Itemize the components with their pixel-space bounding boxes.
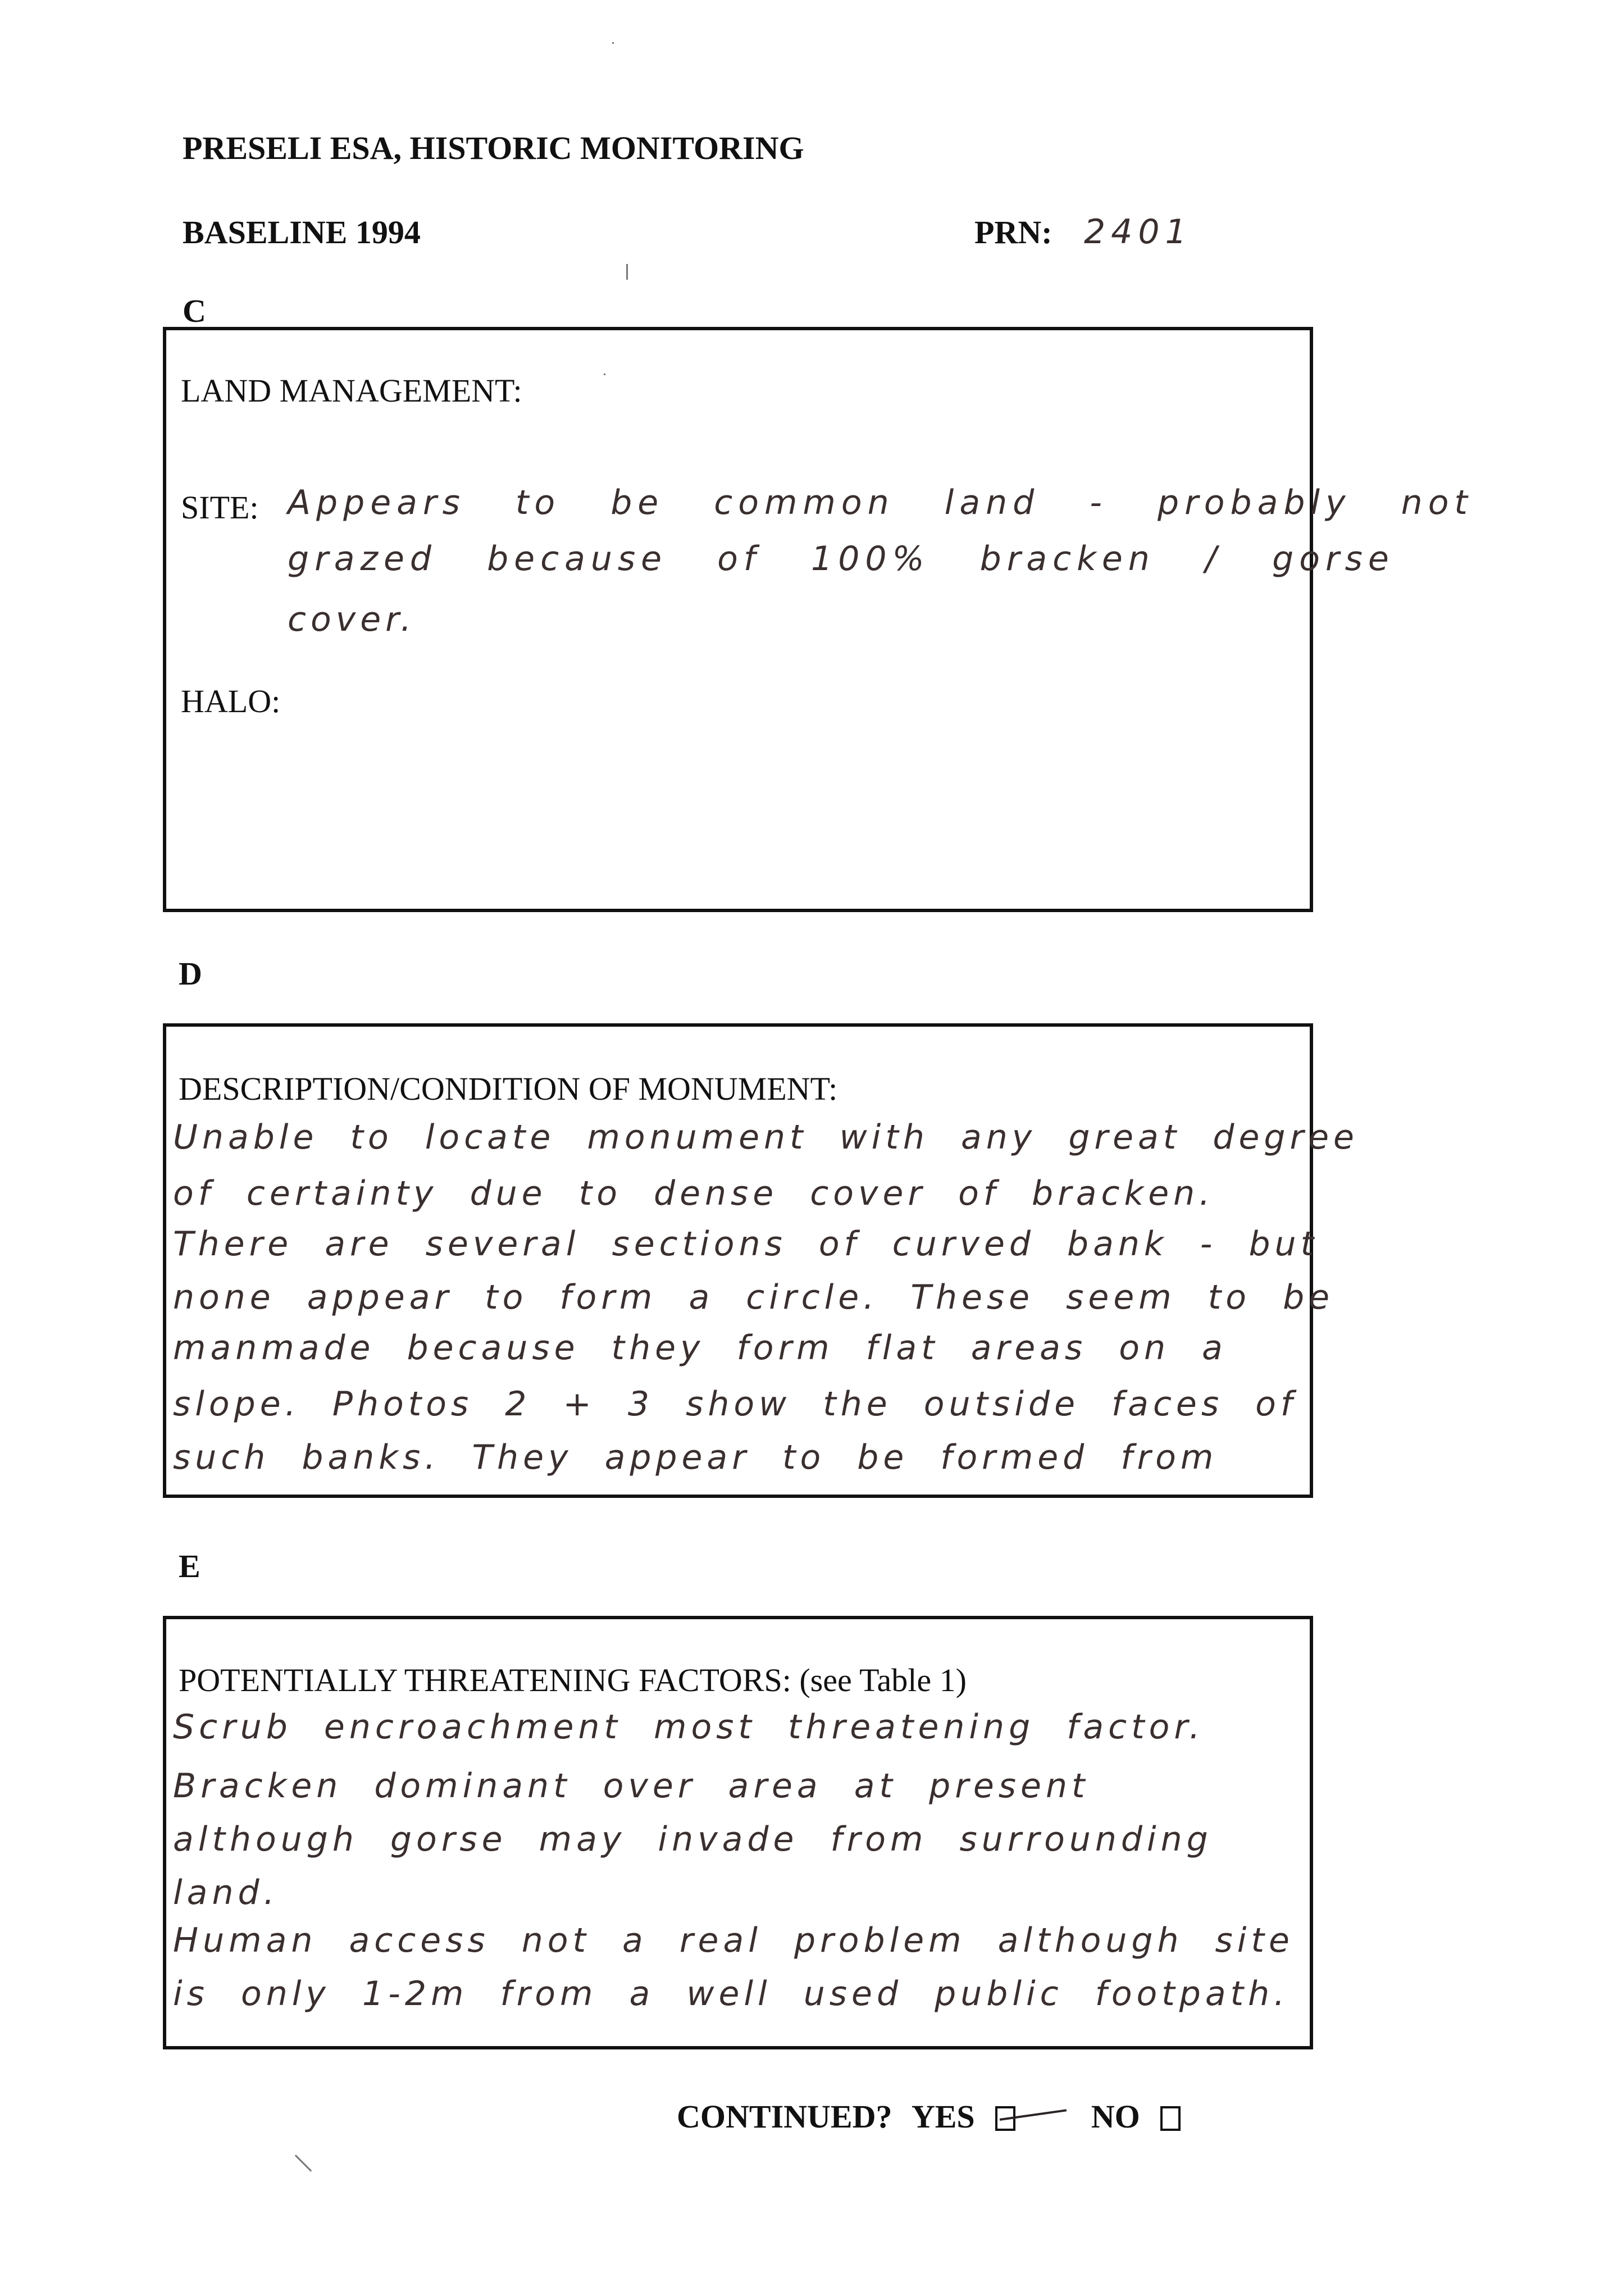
- threat-line: Scrub encroachment most threatening factor.: [173, 1707, 1205, 1747]
- baseline-year: BASELINE 1994: [183, 214, 421, 250]
- site-text-line: Appears to be common land - probably not: [288, 483, 1473, 522]
- threat-line: although gorse may invade from surrounding: [173, 1820, 1213, 1859]
- threat-line: Bracken dominant over area at present: [173, 1766, 1090, 1806]
- threatening-factors-note: (see Table 1): [799, 1662, 967, 1698]
- description-line: manmade because they form flat areas on a: [173, 1328, 1227, 1368]
- threatening-factors-title: POTENTIALLY THREATENING FACTORS:: [179, 1662, 791, 1698]
- threat-line: Human access not a real problem although site: [173, 1921, 1294, 1960]
- scan-speck: [295, 2154, 312, 2171]
- threat-line: land.: [173, 1873, 279, 1912]
- scan-speck: [604, 373, 605, 375]
- halo-label: HALO:: [181, 683, 281, 719]
- description-line: none appear to form a circle. These seem to be: [173, 1278, 1334, 1317]
- continued-label: CONTINUED?: [677, 2098, 892, 2135]
- yes-checkbox[interactable]: [995, 2106, 1015, 2131]
- prn-value: 2401: [1084, 212, 1192, 252]
- section-letter-c: C: [183, 293, 206, 329]
- site-text-line: cover.: [288, 600, 416, 639]
- threatening-factors-heading: [179, 1661, 967, 1699]
- land-management-heading: LAND MANAGEMENT:: [181, 372, 522, 409]
- description-line: such banks. They appear to be formed from: [173, 1438, 1218, 1477]
- threat-line: is only 1-2m from a well used public footpath.: [173, 1974, 1290, 2013]
- description-line: of certainty due to dense cover of bracken.: [173, 1174, 1215, 1213]
- continued-row: [677, 2098, 1193, 2135]
- description-line: slope. Photos 2 + 3 show the outside faces of: [173, 1384, 1297, 1424]
- site-label: SITE:: [181, 489, 259, 526]
- no-label: NO: [1091, 2098, 1140, 2135]
- scan-speck: [626, 264, 628, 280]
- scan-speck: [612, 42, 614, 44]
- page-title: PRESELI ESA, HISTORIC MONITORING: [183, 130, 804, 166]
- section-letter-d: D: [179, 955, 202, 992]
- description-line: Unable to locate monument with any great degree: [173, 1118, 1359, 1157]
- description-heading: DESCRIPTION/CONDITION OF MONUMENT:: [179, 1070, 838, 1107]
- prn-label: PRN:: [974, 214, 1053, 250]
- no-checkbox[interactable]: [1160, 2106, 1181, 2131]
- site-text-line: grazed because of 100% bracken / gorse: [288, 539, 1395, 578]
- description-line: There are several sections of curved bank - but: [173, 1224, 1319, 1264]
- section-letter-e: E: [179, 1548, 201, 1584]
- yes-label: YES: [911, 2098, 975, 2135]
